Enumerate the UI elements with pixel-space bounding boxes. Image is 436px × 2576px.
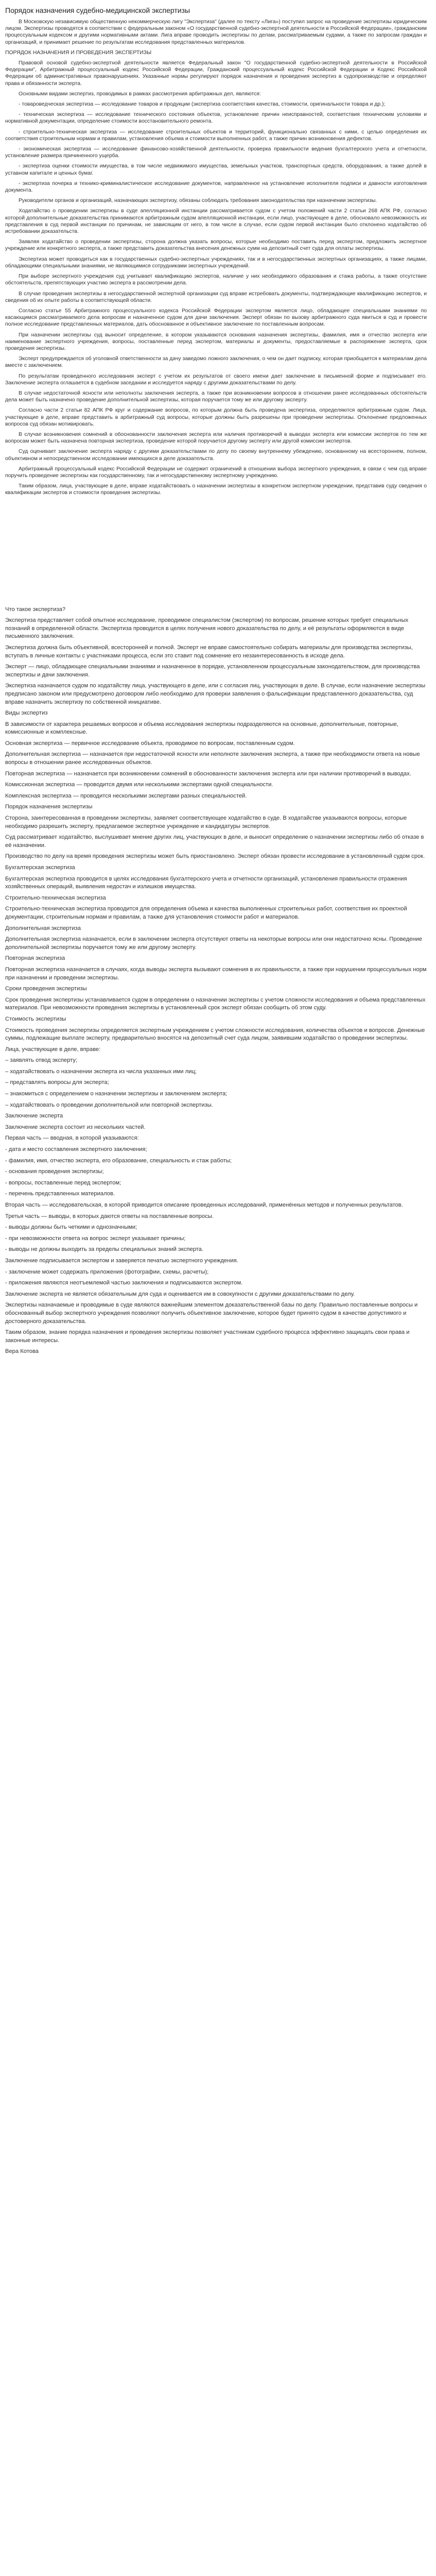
- list-item: - заключение может содержать приложения (фотографии, схемы, расчеты);: [5, 1268, 209, 1275]
- paragraph: Комплексная экспертиза — проводится несколькими экспертами разных специальностей.: [5, 792, 247, 799]
- list-item: - экономическая экспертиза — исследование финансово-хозяйственной деятельности, проверка правильности ведения бухгалтерского учета и отчетности, установление размера причиненного ущерба.: [5, 146, 427, 159]
- paragraph: Руководители органов и организаций, назначающих экспертизу, обязаны соблюдать требования законодательства при назначении экспертизы.: [19, 198, 377, 204]
- subheading: Сроки проведения экспертизы: [5, 986, 87, 992]
- subheading: Повторная экспертиза: [5, 955, 65, 962]
- paragraph: Согласно статье 55 Арбитражного процессуального кодекса Российской Федерации экспертом является лицо, обладающее специальными знаниями по касающимся рассматриваемого дела вопросам и назначенное судом для дачи заключения. Эксперт обязан по вызову арбитражного суда явиться в суд и провести полное исследование представленных материалов, дать обоснованное и объективное заключение по поставленным вопросам.: [5, 308, 427, 328]
- paragraph: При назначении экспертизы суд выносит определение, в котором указываются основания назначения экспертизы, фамилия, имя и отчество эксперта или наименование экспертного учреждения, вопросы, поставленные перед экспертом, материалы и документы, предоставляемые в распоряжение эксперта, срок проведения экспертизы.: [5, 332, 427, 351]
- paragraph: Суд рассматривает ходатайство, выслушивает мнение других лиц, участвующих в деле, и выносит определение о назначении экспертизы либо об отказе в её назначении.: [5, 834, 424, 849]
- paragraph: Повторная экспертиза назначается в случаях, когда выводы эксперта вызывают сомнения в их правильности, а также при нарушении процессуальных норм при назначении и проведении экспертизы.: [5, 966, 427, 981]
- paragraph: Третья часть — выводы, в которых даются ответы на поставленные вопросы.: [5, 1213, 214, 1219]
- list-item: - экспертиза оценки стоимости имущества, в том числе недвижимого имущества, земельных участков, транспортных средств, оборудования, а также долей в уставном капитале и ценных бумаг.: [5, 163, 427, 176]
- list-item: – представлять вопросы для эксперта;: [5, 1079, 109, 1086]
- paragraph: Вторая часть — исследовательская, в которой приводится описание проведенных исследований, применённых методов и полученных результатов.: [5, 1202, 403, 1209]
- section-heading: ПОРЯДОК НАЗНАЧЕНИЯ И ПРОВЕДЕНИЯ ЭКСПЕРТИЗЫ: [5, 49, 152, 56]
- subheading: Стоимость экспертизы: [5, 1015, 66, 1022]
- list-item: - выводы не должны выходить за пределы специальных знаний эксперта.: [5, 1246, 203, 1253]
- list-item: - строительно-техническая экспертиза — исследование строительных объектов и территорий, функционально связанных с ними, с целью определения их соответствия строительным нормам и правилам, установления объема и стоимости выполненных работ, а также причин возникновения дефектов.: [5, 129, 427, 142]
- author-signature: Вера Котова: [5, 1348, 39, 1355]
- paragraph: Арбитражный процессуальный кодекс Российской Федерации не содержит ограничений в отношении выбора экспертного учреждения, в связи с чем суд вправе поручить проведение экспертизы как государственному, так и негосударственному экспертному учреждению.: [5, 466, 427, 479]
- paragraph: Срок проведения экспертизы устанавливается судом в определении о назначении экспертизы с учетом сложности исследования и объема представленных материалов. При невозможности проведения экспертизы в установленный срок эксперт обязан сообщить об этом суду.: [5, 996, 426, 1011]
- paragraph: В зависимости от характера решаемых вопросов и объема исследования экспертизы подразделяются на основные, дополнительные, повторные, комиссионные и комплексные.: [5, 721, 398, 736]
- paragraph: Эксперт — лицо, обладающее специальными знаниями и назначенное в порядке, установленном процессуальным законодательством, для производства экспертизы и дачи заключения.: [5, 664, 420, 678]
- list-item: - при невозможности ответа на вопрос эксперт указывает причины;: [5, 1235, 186, 1242]
- paragraph: Экспертиза может проводиться как в государственных судебно-экспертных учреждениях, так и в негосударственных экспертных организациях, а также лицами, обладающими специальными знаниями, не являющимися сотрудниками экспертных учреждений.: [5, 256, 427, 269]
- paragraph: Дополнительная экспертиза назначается, если в заключении эксперта отсутствуют ответы на некоторые вопросы или они недостаточно ясны. Проведение дополнительной экспертизы поручается тому же или другому эксперту.: [5, 936, 422, 951]
- list-item: - основания проведения экспертизы;: [5, 1168, 104, 1175]
- paragraph: В случае возникновения сомнений в обоснованности заключения эксперта или наличия противоречий в выводах эксперта или комиссии экспертов по тем же вопросам может быть назначена повторная экспертиза, проведение которой поручается другому эксперту или другой комиссии экспертов.: [5, 431, 427, 445]
- paragraph: Ходатайство о проведении экспертизы в суде апелляционной инстанции рассматривается судом с учетом положений части 2 статьи 268 АПК РФ, согласно которой дополнительные доказательства принимаются арбитражным судом апелляционной инстанции, если лицо, участвующее в деле, обосновало невозможность их представления в суд первой инстанции по причинам, не зависящим от него, в том числе в случае, если судом первой инстанции было отклонено ходатайство об истребовании доказательств.: [5, 208, 427, 235]
- blank-spacer: [5, 500, 427, 606]
- paragraph: Экспертизы назначаемые и проводимые в суде являются важнейшим элементом доказательственной базы по делу. Правильно поставленные вопросы и обоснованный выбор экспертного учреждения позволяют получить объективное заключение, которое будет принято судом в качестве допустимого и достоверного доказательства.: [5, 1302, 418, 1325]
- paragraph: Повторная экспертиза — назначается при возникновении сомнений в обоснованности заключения эксперта или при наличии противоречий в выводах.: [5, 770, 411, 777]
- list-item: – ходатайствовать о назначении эксперта из числа указанных ими лиц;: [5, 1068, 197, 1075]
- list-item: - перечень представленных материалов.: [5, 1191, 115, 1197]
- paragraph: Бухгалтерская экспертиза проводится в целях исследования бухгалтерского учета и отчетности организаций, установления правильности отражения хозяйственных операций, выявления недостач и излишков имущества.: [5, 875, 407, 890]
- paragraph: Дополнительная экспертиза — назначается при недостаточной ясности или неполноте заключения эксперта, а также при необходимости ответа на новые вопросы в отношении ранее исследованных объектов.: [5, 751, 420, 766]
- paragraph: В Московскую независимую общественную некоммерческую лигу "Экспертиза" (далее по тексту «Лига») поступил запрос на проведение экспертизы юридическим лицом. Экспертизы проводятся в соответствии с федеральным законом «О государственной судебно-экспертной деятельности в Российской Федерации», гражданским процессуальным кодексом и другими нормативными актами. Лига вправе проводить экспертизы по делам, рассматриваемым судами, а также по запросам граждан и организаций, и принимает решение по результатам исследования представленных материалов.: [5, 19, 427, 45]
- paragraph: При выборе экспертного учреждения суд учитывает квалификацию экспертов, наличие у них необходимого образования и стажа работы, а также отсутствие обстоятельств, препятствующих участию эксперта в рассмотрении дела.: [5, 274, 427, 286]
- paragraph: Лица, участвующие в деле, вправе:: [5, 1046, 101, 1053]
- subheading: Бухгалтерская экспертиза: [5, 865, 75, 871]
- paragraph: Экспертиза представляет собой опытное исследование, проводимое специалистом (экспертом) по вопросам, решение которых требует специальных познаний в определенной области. Экспертиза проводится в целях получения нового доказательства по делу, и её результаты оформляются в виде письменного заключения.: [5, 617, 409, 640]
- paragraph: Заключение подписывается экспертом и заверяется печатью экспертного учреждения.: [5, 1257, 238, 1264]
- list-item: - экспертиза почерка и технико-криминалистическое исследование документов, направленное на установление исполнителя подписи и давности изготовления документа.: [5, 180, 427, 194]
- list-item: - фамилия, имя, отчество эксперта, его образование, специальность и стаж работы;: [5, 1157, 232, 1164]
- paragraph: В случае недостаточной ясности или неполноты заключения эксперта, а также при возникновении вопросов в отношении ранее исследованных обстоятельств дела может быть назначено проведение дополнительной экспертизы, которая поручается тому же или другому эксперту.: [5, 390, 427, 403]
- subheading: Дополнительная экспертиза: [5, 925, 81, 931]
- paragraph: Строительно-техническая экспертиза проводится для определения объема и качества выполненных строительных работ, соответствия их проектной документации, строительным нормам и правилам, а также для установления стоимости работ и материалов.: [5, 906, 407, 920]
- paragraph: Экспертиза назначается судом по ходатайству лица, участвующего в деле, или с согласия лиц, участвующих в деле. В случае, если назначение экспертизы предписано законом или предусмотрено договором либо необходимо для проверки заявления о фальсификации представленного доказательства, суд вправе назначить экспертизу по собственной инициативе.: [5, 683, 426, 705]
- paragraph: Таким образом, знание порядка назначения и проведения экспертизы позволяет участникам судебного процесса эффективно защищать свои права и законные интересы.: [5, 1329, 410, 1344]
- list-item: - товароведческая экспертиза — исследование товаров и продукции (экспертиза соответствия качества, стоимости, оригинальности товара и др.);: [19, 101, 386, 108]
- list-item: – ходатайствовать о проведении дополнительной или повторной экспертизы.: [5, 1101, 213, 1108]
- section-legal-procedure: [5, 19, 427, 497]
- list-item: - выводы должны быть четкими и однозначными;: [5, 1224, 137, 1231]
- paragraph: Согласно части 2 статьи 82 АПК РФ круг и содержание вопросов, по которым должна быть проведена экспертиза, определяются арбитражным судом. Лица, участвующие в деле, вправе представить в арбитражный суд вопросы, которые должны быть разрешены при проведении экспертизы. Отклонение предложенных вопросов суд обязан мотивировать.: [5, 408, 427, 427]
- list-item: - вопросы, поставленные перед экспертом;: [5, 1179, 121, 1186]
- paragraph: Основными видами экспертиз, проводимых в рамках рассмотрения арбитражных дел, являются:: [19, 91, 261, 97]
- article-title: Порядок назначения судебно-медицинской экспертизы: [5, 6, 190, 14]
- paragraph: Комиссионная экспертиза — проводится двумя или несколькими экспертами одной специальности.: [5, 782, 273, 788]
- section-faq: [5, 606, 427, 1356]
- paragraph: Экспертиза должна быть объективной, всесторонней и полной. Эксперт не вправе самостоятельно собирать материалы для производства экспертизы, вступать в личные контакты с участниками процесса, если это ставит под сомнение его незаинтересованность в исходе дела.: [5, 644, 413, 659]
- paragraph: Эксперт предупреждается об уголовной ответственности за дачу заведомо ложного заключения, о чем он дает подписку, которая приобщается к материалам дела вместе с заключением.: [5, 356, 427, 369]
- paragraph: По результатам проведенного исследования эксперт с учетом их результатов от своего имени дает заключение в письменной форме и подписывает его. Заключение эксперта оглашается в судебном заседании и исследуется наряду с другими доказательствами по делу.: [5, 373, 427, 386]
- subheading: Заключение эксперта: [5, 1113, 63, 1120]
- paragraph: Заключение эксперта состоит из нескольких частей.: [5, 1124, 146, 1130]
- subheading: Строительно-техническая экспертиза: [5, 894, 106, 901]
- list-item: – знакомиться с определением о назначении экспертизы и заключением эксперта;: [5, 1091, 228, 1097]
- list-item: - дата и место составления экспертного заключения;: [5, 1146, 147, 1153]
- list-item: - приложения являются неотъемлемой частью заключения и подписываются экспертом.: [5, 1280, 243, 1286]
- paragraph: В случае проведения экспертизы в негосударственной экспертной организации суд вправе истребовать документы, подтверждающие квалификацию экспертов, и сведения об их опыте работы в соответствующей области.: [5, 291, 427, 303]
- subheading: Порядок назначения экспертизы: [5, 804, 93, 810]
- list-item: - техническая экспертиза — исследование технического состояния объектов, установление причин неисправностей, соответствия техническим условиям и нормативной документации, определение стоимости восстановительного ремонта.: [5, 112, 427, 125]
- paragraph: Заключение эксперта не является обязательным для суда и оценивается им в совокупности с другими доказательствами по делу.: [5, 1291, 355, 1297]
- paragraph: Первая часть — вводная, в которой указываются:: [5, 1135, 139, 1142]
- paragraph: Сторона, заинтересованная в проведении экспертизы, заявляет соответствующее ходатайство в суде. В ходатайстве указываются вопросы, которые необходимо разрешить эксперту, предлагаемое экспертное учреждение и кандидатуры экспертов.: [5, 815, 407, 829]
- paragraph: Таким образом, лица, участвующие в деле, вправе ходатайствовать о назначении экспертизы в конкретном экспертном учреждении, представив суду сведения о квалификации экспертов и стоимости проведения экспертизы.: [5, 483, 427, 496]
- paragraph: Основная экспертиза — первичное исследование объекта, проводимое по вопросам, поставленным судом.: [5, 740, 295, 747]
- paragraph: Стоимость проведения экспертизы определяется экспертным учреждением с учетом сложности исследования, количества объектов и вопросов. Денежные суммы, подлежащие выплате эксперту, предварительно вносятся на депозитный счет суда лицом, заявившим ходатайство о проведении экспертизы.: [5, 1027, 425, 1042]
- paragraph: Заявляя ходатайство о проведении экспертизы, сторона должна указать вопросы, которые необходимо поставить перед экспертом, предложить экспертное учреждение или конкретного эксперта, а также представить доказательства внесения денежных сумм на депозитный счет суда для оплаты экспертизы.: [5, 239, 427, 252]
- question-heading: Что такое экспертиза?: [5, 606, 66, 613]
- list-item: – заявлять отвод эксперту;: [5, 1057, 78, 1064]
- subheading: Виды экспертиз: [5, 710, 48, 717]
- paragraph: Правовой основой судебно-экспертной деятельности является Федеральный закон "О государственной судебно-экспертной деятельности в Российской Федерации", Арбитражный процессуальный кодекс Российской Федерации, Гражданский процессуальный кодекс Российской Федерации и Кодекс Российской Федерации об административных правонарушениях. Указанные нормы регулируют порядок назначения и проведения экспертиз в судопроизводстве и определяют права и обязанности эксперта.: [5, 60, 427, 87]
- paragraph: Суд оценивает заключение эксперта наряду с другими доказательствами по делу по своему внутреннему убеждению, основанному на всестороннем, полном, объективном и непосредственном исследовании имеющихся в деле доказательств.: [5, 449, 427, 462]
- paragraph: Производство по делу на время проведения экспертизы может быть приостановлено. Эксперт обязан провести исследование в установленный судом срок.: [5, 853, 425, 860]
